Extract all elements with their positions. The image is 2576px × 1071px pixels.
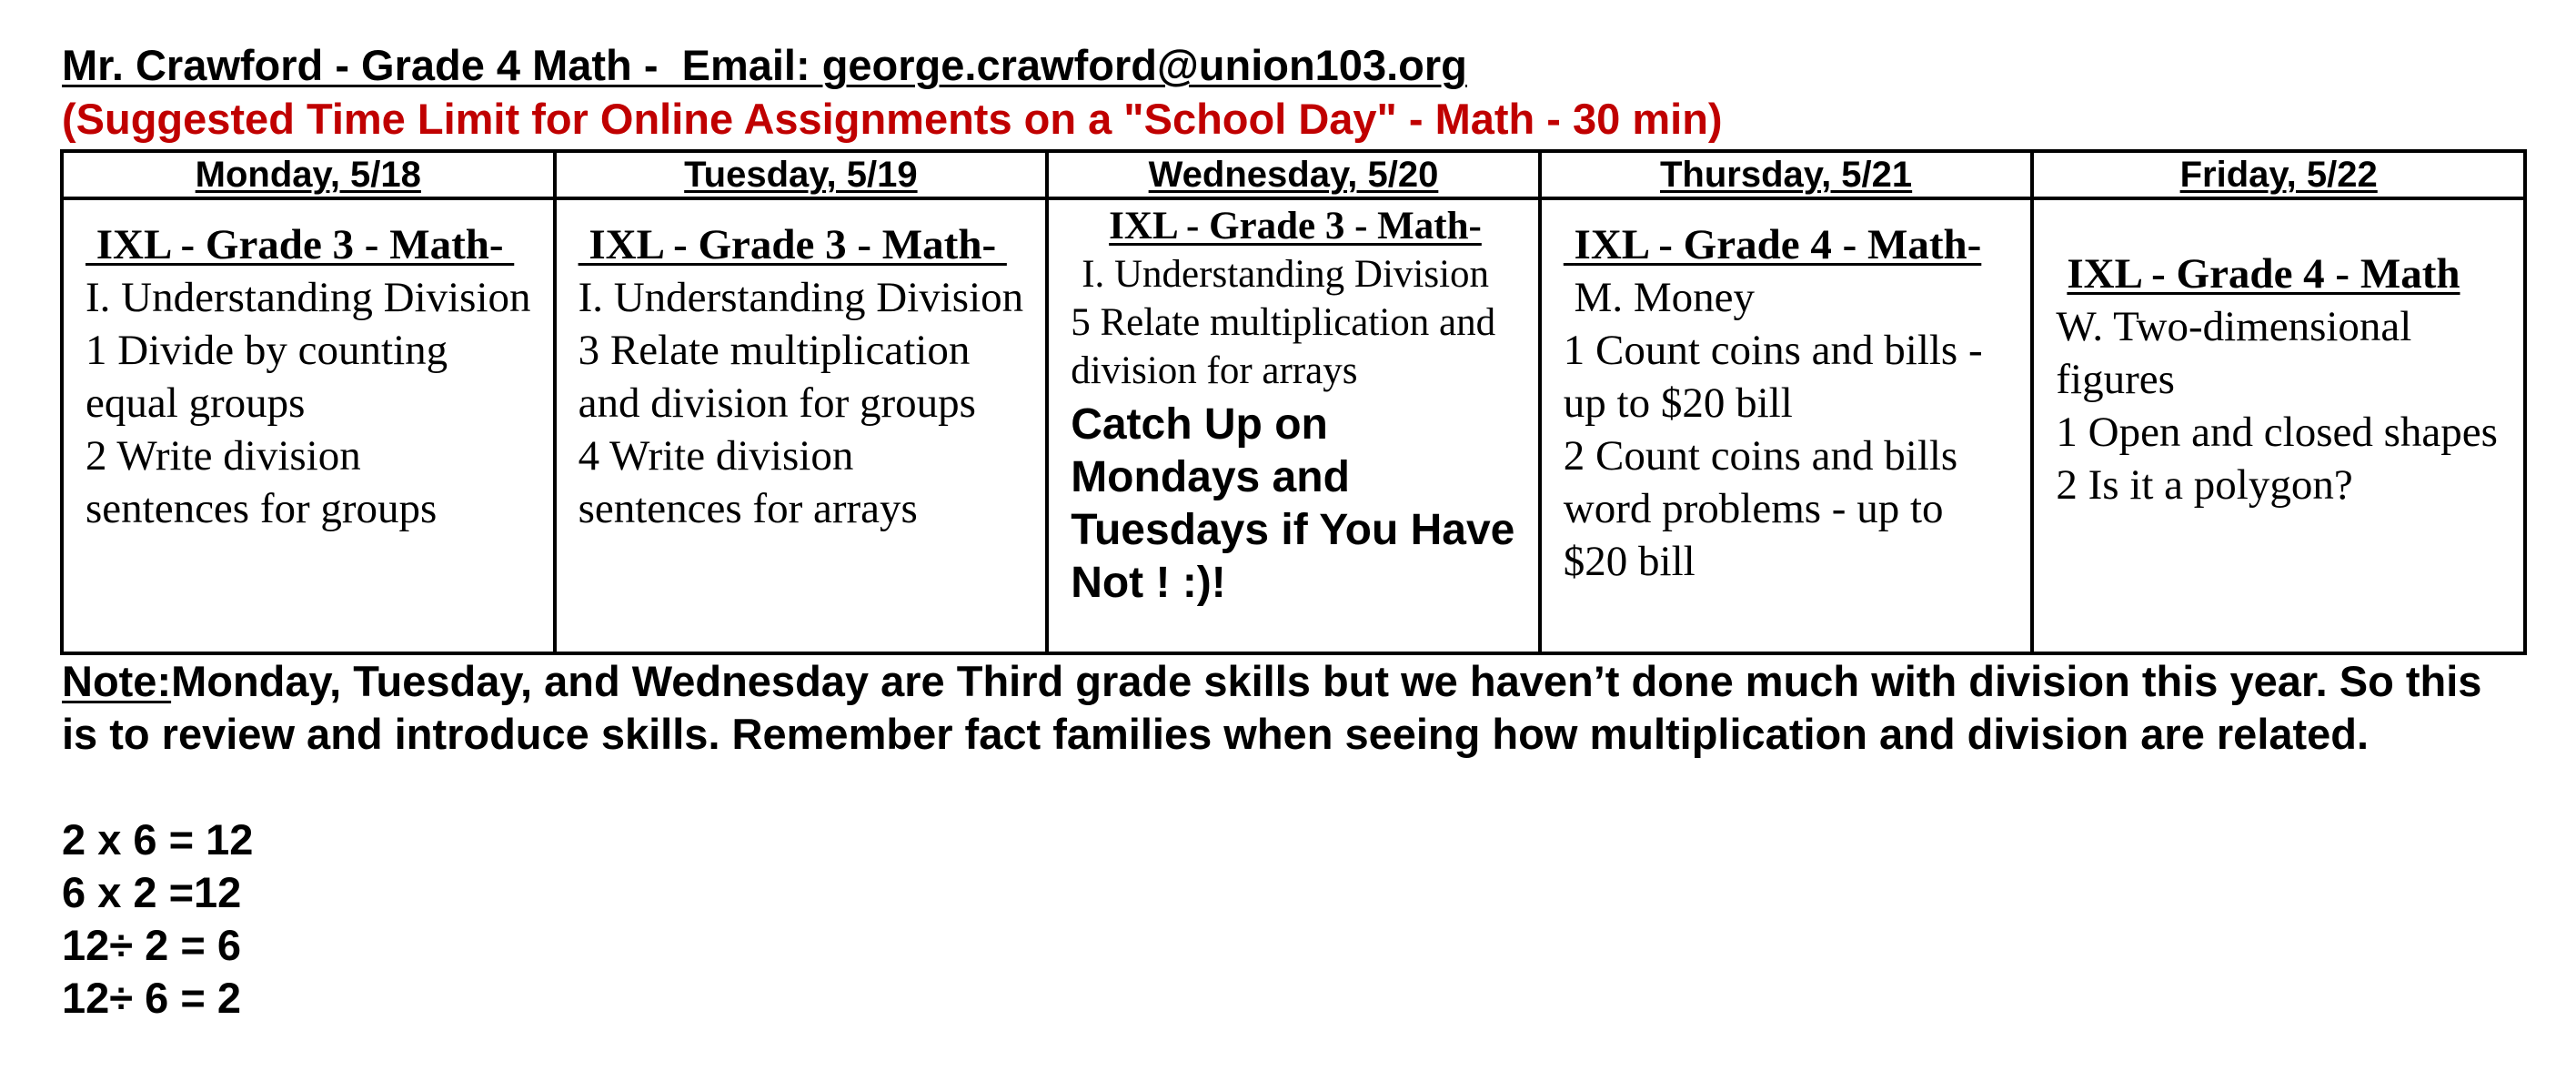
catch-up-notice: Catch Up on Mondays and Tuesdays if You Have Not ! :)! — [1071, 400, 1515, 607]
wednesday-skill-5: 5 Relate multiplication and division for arrays — [1071, 301, 1496, 392]
thursday-topic: M. Money — [1563, 274, 1755, 321]
friday-topic: W. Two-dimensional figures — [2056, 303, 2412, 403]
tuesday-topic: I. Understanding Division — [578, 274, 1024, 321]
day-header-wednesday: Wednesday, 5/20 — [1047, 151, 1540, 198]
thursday-cell — [1540, 198, 2033, 653]
thursday-skill-1: 1 Count coins and bills - up to $20 bill — [1563, 327, 1983, 427]
monday-topic: I. Understanding Division — [86, 274, 531, 321]
day-header-tuesday: Tuesday, 5/19 — [555, 151, 1048, 198]
page-title: Mr. Crawford - Grade 4 Math - Email: george.crawford@union103.org — [62, 41, 1467, 89]
thursday-heading: IXL - Grade 4 - Math- — [1563, 221, 1982, 268]
day-header-monday: Monday, 5/18 — [62, 151, 555, 198]
friday-skill-1: 1 Open and closed shapes — [2056, 409, 2498, 456]
note-text: Monday, Tuesday, and Wednesday are Third grade skills but we haven’t done much with division this year. So this is to review and introduce skills. Remember fact families when seeing how multiplication and division are related. — [62, 657, 2482, 758]
day-header-row — [62, 151, 2525, 198]
wednesday-topic: I. Understanding Division — [1082, 253, 1490, 296]
note-label: Note: — [62, 657, 172, 705]
monday-skill-1: 1 Divide by counting equal groups — [86, 327, 448, 427]
monday-skill-2: 2 Write division sentences for groups — [86, 432, 438, 532]
friday-heading: IXL - Grade 4 - Math — [2067, 250, 2460, 298]
tuesday-skill-4: 4 Write division sentences for arrays — [578, 432, 918, 532]
fact-family-item: 2 x 6 = 12 — [62, 815, 254, 864]
fact-family-item: 6 x 2 =12 — [62, 868, 242, 916]
friday-skill-2: 2 Is it a polygon? — [2056, 461, 2353, 509]
thursday-heading-line — [1564, 218, 2013, 324]
day-header-friday: Friday, 5/22 — [2032, 151, 2525, 198]
monday-heading: IXL - Grade 3 - Math- — [86, 221, 515, 268]
assignment-row — [62, 198, 2525, 653]
fact-family-list — [62, 813, 253, 1025]
tuesday-cell — [555, 198, 1048, 653]
tuesday-heading: IXL - Grade 3 - Math- — [578, 221, 1007, 268]
thursday-skill-2: 2 Count coins and bills word problems - up to $20 bill — [1563, 432, 1958, 585]
tuesday-skill-3: 3 Relate multiplication and division for groups — [578, 327, 976, 427]
fact-family-item: 12÷ 2 = 6 — [62, 921, 241, 969]
wednesday-heading: IXL - Grade 3 - Math- — [1109, 205, 1482, 248]
note-paragraph — [62, 655, 2527, 761]
friday-cell — [2032, 198, 2525, 653]
wednesday-cell — [1047, 198, 1540, 653]
time-limit-subtitle: (Suggested Time Limit for Online Assignments on a "School Day" - Math - 30 min) — [62, 95, 1723, 143]
monday-cell — [62, 198, 555, 653]
fact-family-item: 12÷ 6 = 2 — [62, 974, 241, 1022]
weekly-schedule-table — [60, 149, 2527, 655]
day-header-thursday: Thursday, 5/21 — [1540, 151, 2033, 198]
